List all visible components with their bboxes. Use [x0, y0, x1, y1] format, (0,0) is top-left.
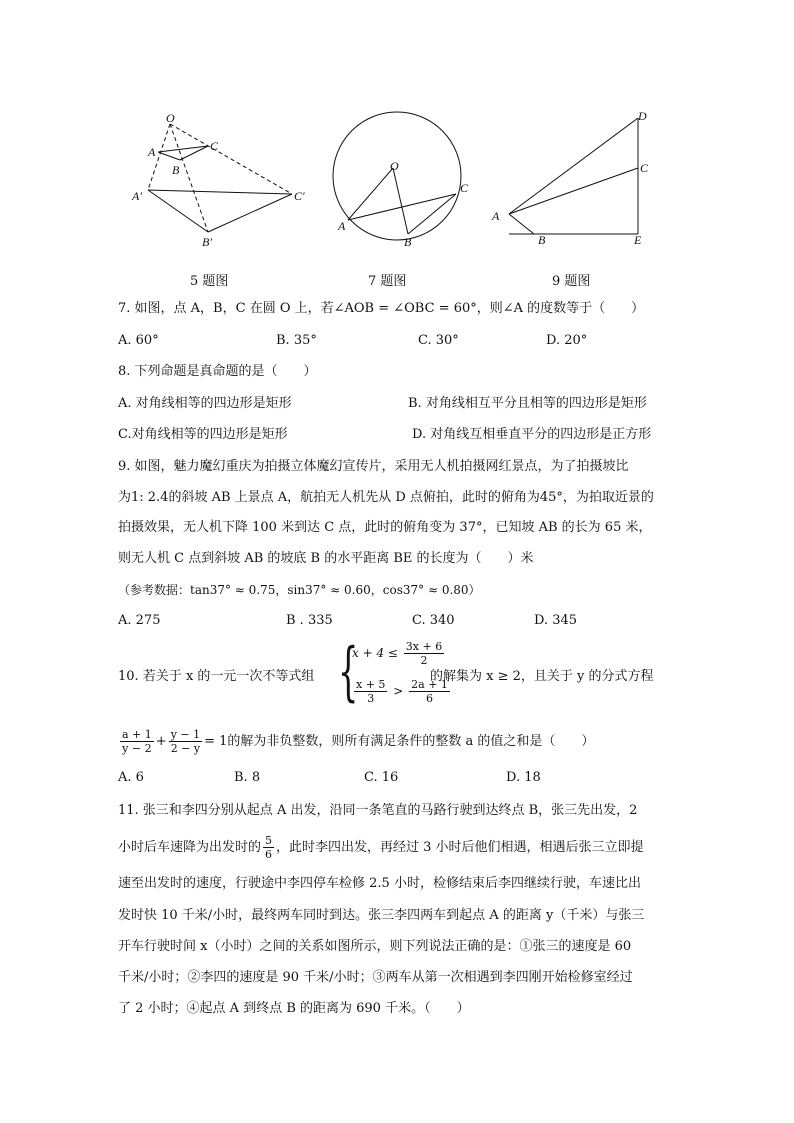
- fig5-label-o: O: [166, 112, 175, 125]
- q10-option-b: B. 8: [234, 770, 261, 785]
- fig5-label-a: A: [148, 145, 156, 159]
- q11-line-2-pre: 小时后车速降为出发时的: [118, 840, 262, 855]
- q10-eq-den1: y − 2: [122, 742, 152, 755]
- q10-option-a: A. 6: [118, 770, 144, 785]
- q9-option-b: B . 335: [286, 613, 333, 628]
- q8-option-b: B. 对角线相互平分且相等的四边形是矩形: [408, 396, 647, 411]
- q9-line-5: （参考数据：tan37° ≈ 0.75，sin37° ≈ 0.60，cos37° ≈ 0.80）: [118, 583, 481, 597]
- fig9-caption: 9 题图: [552, 274, 591, 289]
- q7-stem: 7. 如图，点 A，B，C 在圆 O 上，若∠AOB = ∠OBC = 60°，则∠A 的度数等于（ ）: [118, 301, 645, 316]
- q11-line-7: 了 2 小时；④起点 A 到终点 B 的距离为 690 千米。（ ）: [118, 1001, 470, 1016]
- fig7-label-a: A: [338, 219, 346, 233]
- q11-line-2: [118, 830, 644, 866]
- q10-eq-frac2: [169, 728, 202, 755]
- q10-ineq1-den: 2: [420, 654, 428, 667]
- q10-ineq2-num2: 2a + 1: [411, 678, 448, 691]
- q10-eq-post: 的解为非负整数，则所有满足条件的整数 a 的值之和是（ ）: [227, 734, 595, 749]
- q10-ineq2-frac1: [354, 678, 387, 705]
- q8-option-a: A. 对角线相等的四边形是矩形: [118, 396, 292, 411]
- q10-ineq1-left: x + 4 ≤: [352, 646, 398, 660]
- q7-option-a: A. 60°: [118, 333, 159, 348]
- q11-line-1: 11. 张三和李四分别从起点 A 出发，沿同一条笔直的马路行驶到达终点 B，张三先出发，2: [118, 803, 638, 818]
- q10-eq-num1: a + 1: [122, 728, 152, 741]
- fig9-label-d: D: [638, 109, 647, 123]
- q10-equation: [118, 724, 594, 760]
- q11-line-3: 速至出发时的速度，行驶途中李四停车检修 2.5 小时，检修结束后李四继续行驶，车速比出: [118, 876, 641, 891]
- q9-option-d: D. 345: [534, 613, 578, 628]
- fig5-label-b: B: [172, 163, 180, 177]
- q10-eq-frac1: [120, 728, 154, 755]
- q8-option-d: D. 对角线互相垂直平分的四边形是正方形: [412, 427, 652, 442]
- q10-ineq2-den2: 6: [426, 692, 434, 705]
- q10-eq-num2: y − 1: [170, 728, 201, 741]
- figure-5: [128, 112, 318, 252]
- q10-option-d: D. 18: [506, 770, 541, 785]
- fig5-label-c: C: [210, 139, 219, 153]
- q10-inequality-1: [352, 640, 446, 667]
- q9-line-2: 为1: 2.4的斜坡 AB 上景点 A，航拍无人机先从 D 点俯拍，此时的俯角为45°，为拍取近景的: [118, 490, 654, 505]
- q9-option-c: C. 340: [412, 613, 455, 628]
- q7-option-b: B. 35°: [276, 333, 317, 348]
- q10-option-c: C. 16: [364, 770, 399, 785]
- q10-ineq1-num: 3x + 6: [405, 640, 443, 653]
- q10-ineq2-num1: x + 5: [356, 678, 386, 691]
- fig9-label-e: E: [634, 233, 642, 247]
- q11-frac-num: 5: [265, 834, 273, 847]
- q7-option-c: C. 30°: [418, 333, 459, 348]
- figure-7: [320, 106, 480, 256]
- fig9-label-a: A: [492, 209, 500, 223]
- fig5-label-a-prime: A′: [132, 189, 142, 203]
- q10-post: 的解集为 x ≥ 2，且关于 y 的分式方程: [430, 669, 654, 684]
- q8-option-c: C.对角线相等的四边形是矩形: [118, 427, 288, 442]
- q9-line-1: 9. 如图，魅力魔幻重庆为拍摄立体魔幻宣传片，采用无人机拍摄网红景点，为了拍摄坡比: [118, 459, 629, 474]
- q11-line-4: 发时快 10 千米/小时，最终两车同时到达。张三李四两车到起点 A 的距离 y（千米）与张三: [118, 908, 645, 923]
- q9-line-4: 则无人机 C 点到斜坡 AB 的坡底 B 的水平距离 BE 的长度为（ ）米: [118, 551, 534, 566]
- fig7-caption: 7 题图: [368, 274, 407, 289]
- fig5-caption: 5 题图: [190, 274, 229, 289]
- figure-9: [488, 108, 658, 248]
- q10-brace: {: [338, 635, 359, 709]
- q9-option-a: A. 275: [118, 613, 161, 628]
- fig7-label-b: B: [404, 235, 412, 249]
- fig5-label-b-prime: B′: [202, 235, 212, 249]
- fig9-label-b: B: [538, 233, 546, 247]
- q11-frac-den: 6: [265, 848, 273, 861]
- q10-pre: 10. 若关于 x 的一元一次不等式组: [118, 669, 315, 684]
- q10-ineq2-op: >: [393, 684, 404, 698]
- fig7-label-o: O: [390, 159, 399, 173]
- q9-line-3: 拍摄效果，无人机下降 100 米到达 C 点，此时的俯角变为 37°，已知坡 AB 的长为 65 米，: [118, 520, 652, 535]
- q7-option-d: D. 20°: [546, 333, 588, 348]
- q10-eq-rhs: = 1: [204, 734, 228, 749]
- fig7-label-c: C: [460, 181, 469, 195]
- q10-ineq2-den1: 3: [367, 692, 375, 705]
- q10-ineq1-frac: [404, 640, 444, 667]
- q11-fraction: [263, 834, 274, 861]
- q11-line-5: 开车行驶时间 x（小时）之间的关系如图所示，则下列说法正确的是：①张三的速度是 60: [118, 939, 632, 954]
- fig5-label-c-prime: C′: [294, 189, 305, 203]
- q10-eq-plus: +: [155, 734, 167, 749]
- q11-line-2-post: ，此时李四出发，再经过 3 小时后他们相遇，相遇后张三立即提: [276, 840, 644, 855]
- fig9-label-c: C: [640, 161, 649, 175]
- q8-stem: 8. 下列命题是真命题的是（ ）: [118, 364, 317, 379]
- q11-line-6: 千米/小时；②李四的速度是 90 千米/小时；③两车从第一次相遇到李四刚开始检修室经过: [118, 970, 633, 985]
- q10-eq-den2: 2 − y: [170, 742, 201, 755]
